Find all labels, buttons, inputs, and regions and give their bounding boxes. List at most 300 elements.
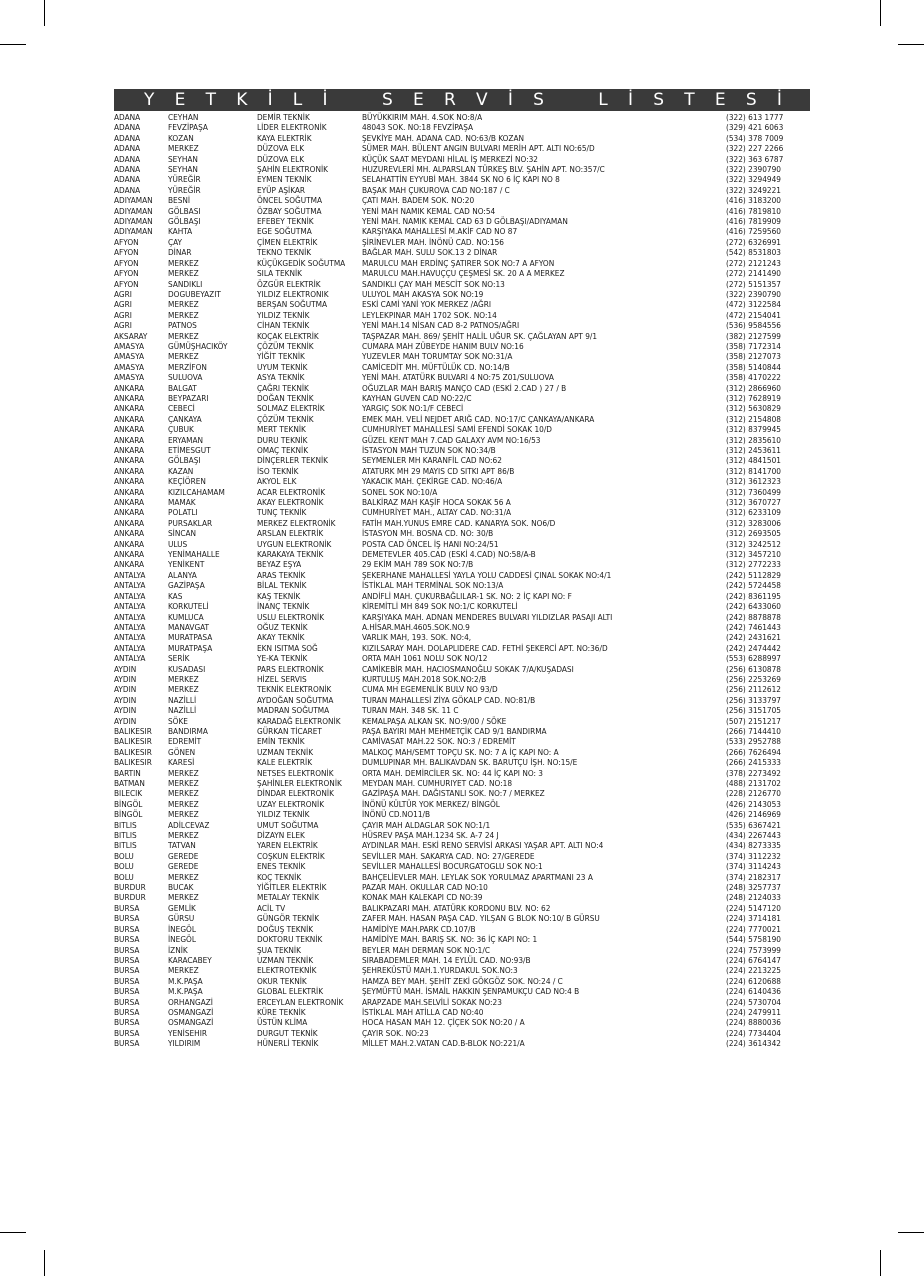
phone-cell: (242) 6433060 xyxy=(726,601,781,612)
title-letter: R xyxy=(443,90,456,110)
service-name-cell: BİLAL TEKNİK xyxy=(257,580,307,591)
service-name-cell: PARS ELEKTRONİK xyxy=(257,663,324,674)
table-row xyxy=(114,882,810,892)
phone-cell: (224) 5147120 xyxy=(726,902,781,913)
service-name-cell: EFEBEY TEKNİK xyxy=(257,216,314,227)
district-cell: M.K.PAŞA xyxy=(168,975,203,986)
phone-cell: (224) 7770021 xyxy=(726,923,781,934)
city-cell: BURDUR xyxy=(114,892,146,903)
phone-cell: (472) 2154041 xyxy=(726,309,781,320)
district-cell: YÜREĞİR xyxy=(168,184,201,195)
table-row xyxy=(114,976,810,986)
service-name-cell: TEKNİK ELEKTRONİK xyxy=(257,684,332,695)
table-row xyxy=(114,632,810,642)
district-cell: MERKEZ xyxy=(168,788,199,799)
address-cell: POSTA CAD ÖNCEL İŞ HANI NO:24/51 xyxy=(362,538,499,549)
phone-cell: (322) 3249221 xyxy=(726,184,781,195)
table-row xyxy=(114,435,810,445)
city-cell: BURSA xyxy=(114,965,140,976)
title-letter: S xyxy=(745,90,757,110)
district-cell: SÖKE xyxy=(168,715,188,726)
phone-cell: (248) 2124033 xyxy=(726,892,781,903)
table-row xyxy=(114,736,810,746)
address-cell: PAZAR MAH. OKULLAR CAD NO:10 xyxy=(362,882,488,893)
service-name-cell: KARADAĞ ELEKTRONİK xyxy=(257,715,341,726)
phone-cell: (535) 6367421 xyxy=(726,819,781,830)
service-name-cell: TUNÇ TEKNİK xyxy=(257,507,307,518)
service-name-cell: ÜSTÜN KLİMA xyxy=(257,1017,308,1028)
phone-cell: (312) 2453611 xyxy=(726,445,781,455)
district-cell: YENİKENT xyxy=(168,559,205,570)
district-cell: DİNAR xyxy=(168,247,192,258)
phone-cell: (534) 378 7009 xyxy=(726,132,784,143)
city-cell: ADANA xyxy=(114,164,141,175)
city-cell: AYDIN xyxy=(114,694,137,705)
city-cell: BURSA xyxy=(114,944,140,955)
service-list-sheet xyxy=(114,89,810,1049)
crop-mark xyxy=(880,1250,881,1276)
table-row xyxy=(114,279,810,289)
table-row xyxy=(114,872,810,882)
service-name-cell: ARSLAN ELEKTRİK xyxy=(257,528,324,539)
table-row xyxy=(114,154,810,164)
table-row xyxy=(114,518,810,528)
crop-mark xyxy=(0,44,26,45)
address-cell: HAMİDİYE MAH. BARIŞ SK. NO: 36 İÇ KAPI NO: 1 xyxy=(362,934,538,945)
address-cell: SONEL SOK NO:10/A xyxy=(362,486,438,497)
service-name-cell: OKUR TEKNİK xyxy=(257,975,307,986)
address-cell: MALKOÇ MAH/SEMT TOPÇU SK. NO: 7 A İÇ KAPI NO: A xyxy=(362,746,559,757)
table-row xyxy=(114,487,810,497)
table-row xyxy=(114,185,810,195)
phone-cell: (272) 6326991 xyxy=(726,236,781,247)
crop-mark xyxy=(0,1232,26,1233)
address-cell: BALKİRAZ MAH KAŞİF HOCA SOKAK 56 A xyxy=(362,497,511,508)
city-cell: AYDIN xyxy=(114,673,137,684)
crop-mark xyxy=(44,0,45,26)
address-cell: ŞEKERHANE MAHALLESİ YAYLA YOLU CADDESİ ÇINAL SOKAK NO:4/1 xyxy=(362,569,612,580)
service-name-cell: KARAKAYA TEKNİK xyxy=(257,549,324,560)
table-row xyxy=(114,133,810,143)
phone-cell: (224) 6140436 xyxy=(726,986,781,997)
table-row xyxy=(114,653,810,663)
table-row xyxy=(114,143,810,153)
phone-cell: (382) 2127599 xyxy=(726,330,781,341)
district-cell: GÖLBASI xyxy=(168,205,201,216)
title-letter: S xyxy=(533,90,544,110)
address-cell: ORTA MAH 1061 NOLU SOK NO/12 xyxy=(362,653,488,664)
table-row xyxy=(114,684,810,694)
title-letter: İ xyxy=(322,90,328,110)
service-name-cell: ERCEYLAN ELEKTRONİK xyxy=(257,996,344,1007)
table-row xyxy=(114,237,810,247)
address-cell: SIRABADEMLER MAH. 14 EYLÜL CAD. NO:93/B xyxy=(362,954,531,965)
city-cell: ADANA xyxy=(114,112,141,122)
district-cell: MERKEZ xyxy=(168,767,199,778)
district-cell: BUCAK xyxy=(168,882,194,893)
city-cell: AFYON xyxy=(114,278,139,289)
table-row xyxy=(114,695,810,705)
phone-cell: (434) 8273335 xyxy=(726,840,781,851)
address-cell: A.HİSAR.MAH.4605.SOK.NO.9 xyxy=(362,621,470,632)
table-row xyxy=(114,174,810,184)
service-name-cell: UYUM TEKNİK xyxy=(257,361,308,372)
city-cell: ADANA xyxy=(114,174,141,185)
title-letter: T xyxy=(205,90,216,110)
phone-cell: (224) 2479911 xyxy=(726,1006,781,1017)
service-name-cell: METALAY TEKNİK xyxy=(257,892,319,903)
table-row xyxy=(114,497,810,507)
table-row xyxy=(114,362,810,372)
service-name-cell: KOÇ TEKNİK xyxy=(257,871,302,882)
address-cell: KÜÇÜK SAAT MEYDANI HİLAL İŞ MERKEZİ NO:32 xyxy=(362,153,538,164)
city-cell: BURSA xyxy=(114,996,140,1007)
district-cell: BALGAT xyxy=(168,382,197,393)
service-name-cell: ARAS TEKNİK xyxy=(257,569,306,580)
district-cell: GAZİPAŞA xyxy=(168,580,205,591)
service-name-cell: UYGUN ELEKTRONİK xyxy=(257,538,332,549)
table-row xyxy=(114,799,810,809)
title-letter: L xyxy=(598,90,608,110)
address-cell: BAĞLAR MAH. SULU SOK.13 2 DİNAR xyxy=(362,247,498,258)
address-cell: KONAK MAH KALEKAPI CD NO:39 xyxy=(362,892,483,903)
district-cell: MERKEZ xyxy=(168,830,199,841)
table-row xyxy=(114,528,810,538)
address-cell: HUZUREVLERİ MH. ALPARSLAN TÜRKEŞ BLV. ŞAHİN APT. NO:357/C xyxy=(362,164,605,175)
table-row xyxy=(114,393,810,403)
city-cell: AYDIN xyxy=(114,705,137,716)
address-cell: YUZEVLER MAH TORUMTAY SOK NO:31/A xyxy=(362,351,513,362)
city-cell: ADANA xyxy=(114,153,141,164)
phone-cell: (416) 7259560 xyxy=(726,226,781,237)
service-name-cell: OMAÇ TEKNİK xyxy=(257,445,309,455)
address-cell: KAYHAN GUVEN CAD NO:22/C xyxy=(362,392,472,403)
city-cell: BARTIN xyxy=(114,767,141,778)
service-name-cell: DİNDAR ELEKTRONİK xyxy=(257,788,334,799)
district-cell: MAMAK xyxy=(168,497,196,508)
city-cell: AFYON xyxy=(114,257,139,268)
address-cell: İSTİKLAL MAH TERMİNAL SOK NO:13/A xyxy=(362,580,504,591)
city-cell: ANTALYA xyxy=(114,590,146,601)
phone-cell: (322) 2390790 xyxy=(726,288,781,299)
phone-cell: (358) 7172314 xyxy=(726,340,781,351)
phone-cell: (542) 8531803 xyxy=(726,247,781,258)
address-cell: ORTA MAH. DEMİRCİLER SK. NO: 44 İÇ KAPI NO: 3 xyxy=(362,767,543,778)
district-cell: SİNCAN xyxy=(168,528,197,539)
service-name-cell: DOĞAN TEKNİK xyxy=(257,392,314,403)
district-cell: GEREDE xyxy=(168,861,199,872)
phone-cell: (228) 2126770 xyxy=(726,788,781,799)
service-name-cell: ÇÖZÜM TEKNİK xyxy=(257,340,314,351)
city-cell: AFYON xyxy=(114,268,139,279)
district-cell: GÖLBAŞI xyxy=(168,216,201,227)
district-cell: KARESİ xyxy=(168,757,195,768)
address-cell: KİREMİTLİ MH 849 SOK NO:1/C KORKUTELİ xyxy=(362,601,518,612)
district-cell: M.K.PAŞA xyxy=(168,986,203,997)
district-cell: SANDIKLI xyxy=(168,278,203,289)
city-cell: ADIYAMAN xyxy=(114,226,153,237)
district-cell: DOGUBEYAZIT xyxy=(168,288,221,299)
table-row xyxy=(114,383,810,393)
address-cell: ŞEHREKÜSTÜ MAH.1.YURDAKUL SOK.NO:3 xyxy=(362,965,518,976)
district-cell: BEYPAZARI xyxy=(168,392,209,403)
service-name-cell: YİĞİT TEKNİK xyxy=(257,351,305,362)
phone-cell: (434) 2267443 xyxy=(726,830,781,841)
address-cell: TURAN MAHALLESİ ZİYA GÖKALP CAD. NO:81/B xyxy=(362,694,536,705)
district-cell: MANAVGAT xyxy=(168,621,210,632)
table-row xyxy=(114,341,810,351)
address-cell: CAMİCEDİT MH. MÜFTÜLÜK CD. NO:14/B xyxy=(362,361,510,372)
table-row xyxy=(114,1028,810,1038)
address-cell: SEYMENLER MH KARANFİL CAD NO:62 xyxy=(362,455,502,466)
service-name-cell: ACAR ELEKTRONİK xyxy=(257,486,326,497)
table-row xyxy=(114,539,810,549)
district-cell: MERZİFON xyxy=(168,361,207,372)
service-name-cell: ACİL TV xyxy=(257,902,286,913)
city-cell: AKSARAY xyxy=(114,330,148,341)
city-cell: ANKARA xyxy=(114,424,145,435)
phone-cell: (312) 2693505 xyxy=(726,528,781,539)
address-cell: ŞİRİNEVLER MAH. İNÖNÜ CAD. NO:156 xyxy=(362,236,504,247)
city-cell: ANKARA xyxy=(114,392,145,403)
address-cell: ZAFER MAH. HASAN PAŞA CAD. YILŞAN G BLOK NO:10/ B GÜRSU xyxy=(362,913,600,924)
title-letter: E xyxy=(714,90,726,110)
crop-mark xyxy=(898,44,924,45)
table-row xyxy=(114,1017,810,1027)
district-cell: MERKEZ xyxy=(168,673,199,684)
address-cell: İNÖNÜ KÜLTÜR YOK MERKEZ/ BİNGÖL xyxy=(362,798,500,809)
city-cell: ANKARA xyxy=(114,403,145,414)
phone-cell: (358) 4170222 xyxy=(726,372,781,383)
title-letter: E xyxy=(412,90,424,110)
table-row xyxy=(114,580,810,590)
phone-cell: (242) 2431621 xyxy=(726,632,781,643)
phone-cell: (544) 5758190 xyxy=(726,934,781,945)
district-cell: ETİMESGUT xyxy=(168,445,211,455)
city-cell: ADIYAMAN xyxy=(114,205,153,216)
phone-cell: (266) 2415333 xyxy=(726,757,781,768)
table-row xyxy=(114,424,810,434)
phone-cell: (533) 2952788 xyxy=(726,736,781,747)
address-cell: CUMHURİYET MAHALLESİ SAMİ EFENDİ SOKAK 10/D xyxy=(362,424,552,435)
phone-cell: (256) 2253269 xyxy=(726,673,781,684)
address-cell: BÜYÜKKIRIM MAH. 4.SOK NO:8/A xyxy=(362,112,483,122)
address-cell: ESKİ CAMİ YANİ YOK MERKEZ /AĞRI xyxy=(362,299,492,310)
address-cell: FATİH MAH.YUNUS EMRE CAD. KANARYA SOK. NO6/D xyxy=(362,517,556,528)
service-name-cell: BERŞAN SOĞUTMA xyxy=(257,299,328,310)
district-cell: KUMLUCA xyxy=(168,611,204,622)
service-name-cell: YILDIZ ELEKTRONIK xyxy=(257,288,329,299)
address-cell: BALIKPAZARI MAH. ATATÜRK KORDONU BLV. NO: 62 xyxy=(362,902,551,913)
phone-cell: (329) 421 6063 xyxy=(726,122,784,133)
phone-cell: (224) 6120688 xyxy=(726,975,781,986)
table-row xyxy=(114,507,810,517)
city-cell: ANKARA xyxy=(114,497,145,508)
address-cell: KIZILSARAY MAH. DOLAPLIDERE CAD. FETHİ ŞEKERCİ APT. NO:36/D xyxy=(362,642,608,653)
service-name-cell: AYDOĞAN SOĞUTMA xyxy=(257,694,334,705)
table-row xyxy=(114,455,810,465)
district-cell: ERYAMAN xyxy=(168,434,204,445)
city-cell: BİNGÖL xyxy=(114,809,143,820)
city-cell: ANTALYA xyxy=(114,569,146,580)
district-cell: MERKEZ xyxy=(168,798,199,809)
address-cell: DUMLUPINAR MH. BALIKAVDAN SK. BARUTÇU İŞH. NO:15/E xyxy=(362,757,578,768)
service-name-cell: YİĞİTLER ELEKTRİK xyxy=(257,882,327,893)
district-cell: MERKEZ xyxy=(168,143,199,154)
district-cell: KEÇİÖREN xyxy=(168,476,206,487)
phone-cell: (426) 2146969 xyxy=(726,809,781,820)
table-row xyxy=(114,289,810,299)
phone-cell: (242) 5724458 xyxy=(726,580,781,591)
city-cell: BITLIS xyxy=(114,840,137,851)
service-name-cell: YE-KA TEKNİK xyxy=(257,653,308,664)
address-cell: SELAHATTİN EYYUBİ MAH. 3844 SK NO 6 İÇ KAPI NO 8 xyxy=(362,174,560,185)
title-letter: İ xyxy=(776,90,782,110)
phone-cell: (272) 2141490 xyxy=(726,268,781,279)
table-row xyxy=(114,164,810,174)
service-name-cell: DURU TEKNİK xyxy=(257,434,308,445)
table-row xyxy=(114,195,810,205)
service-name-cell: DÜZOVA ELK xyxy=(257,153,305,164)
phone-cell: (312) 3670727 xyxy=(726,497,781,508)
table-row xyxy=(114,716,810,726)
city-cell: ADIYAMAN xyxy=(114,216,153,227)
address-cell: BEYLER MAH DERMAN SOK NO:1/C xyxy=(362,944,490,955)
district-cell: BESNİ xyxy=(168,195,191,206)
district-cell: OSMANGAZİ xyxy=(168,1006,214,1017)
district-cell: İZNİK xyxy=(168,944,188,955)
address-cell: DEMETEVLER 405.CAD (ESKİ 4.CAD) NO:58/A-B xyxy=(362,549,536,560)
district-cell: NAZİLLİ xyxy=(168,705,197,716)
title-letter: İ xyxy=(628,90,634,110)
address-cell: ATATURK MH 29 MAYIS CD SITKI APT 86/B xyxy=(362,465,515,476)
address-cell: KARŞIYAKA MAH. ADNAN MENDERES BULVARI YILDIZLAR PASAJI ALTI xyxy=(362,611,613,622)
table-row xyxy=(114,674,810,684)
service-name-cell: DOĞUŞ TEKNİK xyxy=(257,923,314,934)
table-row xyxy=(114,861,810,871)
service-name-cell: EMİN TEKNİK xyxy=(257,736,305,747)
service-name-cell: ÇİMEN ELEKTRİK xyxy=(257,236,318,247)
service-name-cell: HİZEL SERVIS xyxy=(257,673,307,684)
city-cell: ANKARA xyxy=(114,465,145,476)
city-cell: AFYON xyxy=(114,247,139,258)
title-letter: V xyxy=(475,90,488,110)
phone-cell: (242) 5112829 xyxy=(726,569,781,580)
address-cell: MEYDAN MAH. CUMHURIYET CAD. NO:18 xyxy=(362,778,513,788)
address-cell: GÜZEL KENT MAH 7.CAD GALAXY AVM NO:16/53 xyxy=(362,434,541,445)
district-cell: MERKEZ xyxy=(168,965,199,976)
city-cell: BİNGÖL xyxy=(114,798,143,809)
city-cell: ANTALYA xyxy=(114,601,146,612)
address-cell: MARULCU MAH ERDİNÇ ŞATIRER SOK NO:7 A AFYON xyxy=(362,257,555,268)
table-row xyxy=(114,830,810,840)
service-name-cell: YILDIZ TEKNİK xyxy=(257,309,310,320)
table-row xyxy=(114,466,810,476)
city-cell: ADANA xyxy=(114,184,141,195)
phone-cell: (266) 7626494 xyxy=(726,746,781,757)
table-row xyxy=(114,840,810,850)
address-cell: ANDİFLİ MAH. ÇUKURBAĞLILAR-1 SK. NO: 2 İÇ KAPI NO: F xyxy=(362,590,572,601)
table-row xyxy=(114,206,810,216)
district-cell: POLATLI xyxy=(168,507,198,518)
city-cell: ANTALYA xyxy=(114,642,146,653)
phone-cell: (358) 2127073 xyxy=(726,351,781,362)
service-name-cell: BEYAZ EŞYA xyxy=(257,559,302,570)
service-name-cell: OĞUZ TEKNİK xyxy=(257,621,308,632)
address-cell: BAŞAK MAH ÇUKUROVA CAD NO:187 / C xyxy=(362,184,510,195)
district-cell: SERİK xyxy=(168,653,190,664)
address-cell: AYDINLAR MAH. ESKİ RENO SERVİSİ ARKASI YAŞAR APT. ALTI NO:4 xyxy=(362,840,604,851)
phone-cell: (256) 3133797 xyxy=(726,694,781,705)
city-cell: ANTALYA xyxy=(114,621,146,632)
city-cell: BURSA xyxy=(114,923,140,934)
address-cell: ARAPZADE MAH.SELVİLİ SOKAK NO:23 xyxy=(362,996,502,1007)
address-cell: TURAN MAH. 348 SK. 11 C xyxy=(362,705,459,716)
district-cell: ORHANGAZİ xyxy=(168,996,213,1007)
service-name-cell: ELEKTROTEKNİK xyxy=(257,965,317,976)
address-cell: HAMZA BEY MAH. ŞEHİT ZEKİ GÖKGÖZ SOK. NO:24 / C xyxy=(362,975,563,986)
address-cell: HÜSREV PAŞA MAH.1234 SK. A-7 24 J xyxy=(362,830,499,841)
table-row xyxy=(114,122,810,132)
service-name-cell: İNANÇ TEKNİK xyxy=(257,601,310,612)
table-row xyxy=(114,986,810,996)
district-cell: MURATPASA xyxy=(168,632,213,643)
title-letter: T xyxy=(684,90,695,110)
district-cell: YÜREĞİR xyxy=(168,174,201,185)
address-cell: ULUYOL MAH AKASYA SOK NO:19 xyxy=(362,288,484,299)
city-cell: BALIKESIR xyxy=(114,736,152,747)
city-cell: BOLU xyxy=(114,850,134,861)
district-cell: SULUOVA xyxy=(168,372,203,383)
table-row xyxy=(114,247,810,257)
district-cell: YILDIRIM xyxy=(168,1038,201,1049)
city-cell: BURSA xyxy=(114,986,140,997)
service-name-cell: DÜZOVA ELK xyxy=(257,143,305,154)
phone-cell: (322) 227 2266 xyxy=(726,143,784,154)
city-cell: ANTALYA xyxy=(114,653,146,664)
city-cell: AYDIN xyxy=(114,715,137,726)
city-cell: AGRI xyxy=(114,320,132,331)
table-row xyxy=(114,549,810,559)
district-cell: ÇANKAYA xyxy=(168,413,202,424)
address-cell: CUMHURİYET MAH., ALTAY CAD. NO:31/A xyxy=(362,507,512,518)
table-row xyxy=(114,965,810,975)
district-cell: MERKEZ xyxy=(168,299,199,310)
phone-cell: (312) 7360499 xyxy=(726,486,781,497)
title-letter: Y xyxy=(144,90,155,110)
phone-cell: (416) 7819810 xyxy=(726,205,781,216)
phone-cell: (374) 2182317 xyxy=(726,871,781,882)
city-cell: BURSA xyxy=(114,902,140,913)
city-cell: BURSA xyxy=(114,1006,140,1017)
table-row xyxy=(114,945,810,955)
service-name-cell: EGE SOĞUTMA xyxy=(257,226,312,237)
address-cell: 48043 SOK. NO:18 FEVZİPAŞA xyxy=(362,122,474,133)
phone-cell: (248) 3257737 xyxy=(726,882,781,893)
city-cell: AMASYA xyxy=(114,361,145,372)
address-cell: KURTULUŞ MAH.2018 SOK.NO:2/B xyxy=(362,673,487,684)
address-cell: YAKACIK MAH. ÇEKİRGE CAD. NO:46/A xyxy=(362,476,503,487)
district-cell: ÇUBUK xyxy=(168,424,194,435)
district-cell: PURSAKLAR xyxy=(168,517,213,528)
service-name-cell: AKAY TEKNİK xyxy=(257,632,305,643)
district-cell: YENİSEHIR xyxy=(168,1027,207,1038)
service-name-cell: AKYOL ELK xyxy=(257,476,297,487)
district-cell: MERKEZ xyxy=(168,309,199,320)
district-cell: SEYHAN xyxy=(168,153,198,164)
table-row xyxy=(114,476,810,486)
service-name-cell: ASYA TEKNİK xyxy=(257,372,305,383)
